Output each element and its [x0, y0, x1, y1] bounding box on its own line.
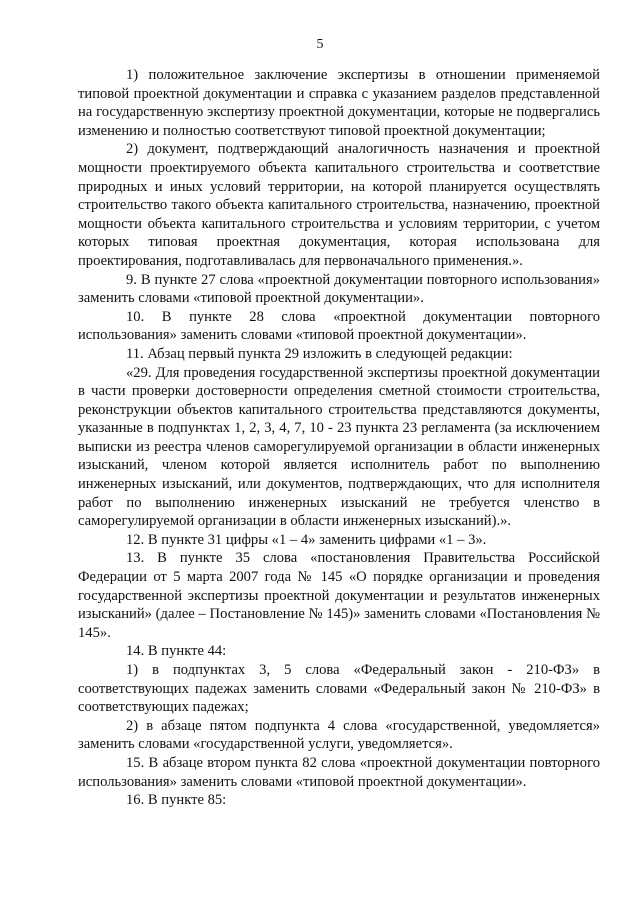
paragraph-subitem-2-analogy-document: 2) документ, подтверждающий аналогичность назначения и проектной мощности проектируемого объекта капитального строительства и соответствие природных и иных условий территории, на которой планируется осуществлять строительство такого объекта капитального строительства, назначению, проектной мощности объекта капитального строительства и условиям территории, с учетом которых типовая проектная документация, которая использована для проектирования, подготавливалась для первоначального применения.».	[78, 141, 600, 269]
paragraph-subitem-1-expertise-conclusion: 1) положительное заключение экспертизы в отношении применяемой типовой проектной документации и справка с указанием разделов представленной на государственную экспертизу проектной документации, которые не подвергались изменению и полностью соответствуют типовой проектной документации;	[78, 67, 600, 139]
paragraph-item-13: 13. В пункте 35 слова «постановления Правительства Российской Федерации от 5 марта 2007 года № 145 «О порядке организации и проведения государственной экспертизы проектной документации и результатов инженерных изысканий» (далее – Постановление № 145)» заменить словами «Постановления № 145».	[78, 550, 600, 641]
paragraph-item-14-subitem-2: 2) в абзаце пятом подпункта 4 слова «государственной, уведомляется» заменить словами «государственной услуги, уведомляется».	[78, 717, 600, 753]
paragraph-item-15: 15. В абзаце втором пункта 82 слова «проектной документации повторного использования» заменить словами «типовой проектной документации».	[78, 754, 600, 790]
paragraph-item-14: 14. В пункте 44:	[126, 643, 227, 660]
page-number: 5	[316, 37, 324, 52]
paragraph-item-14-subitem-1: 1) в подпунктах 3, 5 слова «Федеральный закон - 210-ФЗ» в соответствующих падежах заменить словами «Федеральный закон № 210-ФЗ» в соответствующих падежах;	[78, 662, 600, 716]
paragraph-item-10: 10. В пункте 28 слова «проектной документации повторного использования» заменить словами «типовой проектной документации».	[78, 308, 600, 344]
paragraph-item-29-new-wording: «29. Для проведения государственной экспертизы проектной документации в части проверки достоверности определения сметной стоимости строительства, реконструкции объектов капитального строительства представляются документы, указанные в подпунктах 1, 2, 3, 4, 7, 10 - 23 пункта 23 регламента (за исключением выписки из реестра членов саморегулируемой организации в области инженерных изысканий, членом которой является исполнитель работ по выполнению инженерных изысканий, или документов, подтверждающих, что для исполнителя работ по выполнению инженерных изысканий не требуется членство в саморегулируемой организации в области инженерных изысканий).».	[78, 364, 600, 530]
paragraph-item-11: 11. Абзац первый пункта 29 изложить в следующей редакции:	[126, 345, 513, 362]
document-body	[78, 66, 600, 810]
paragraph-item-9: 9. В пункте 27 слова «проектной документации повторного использования» заменить словами «типовой проектной документации».	[78, 271, 600, 307]
paragraph-item-16: 16. В пункте 85:	[126, 792, 227, 809]
paragraph-item-12: 12. В пункте 31 цифры «1 – 4» заменить цифрами «1 – 3».	[126, 531, 487, 548]
